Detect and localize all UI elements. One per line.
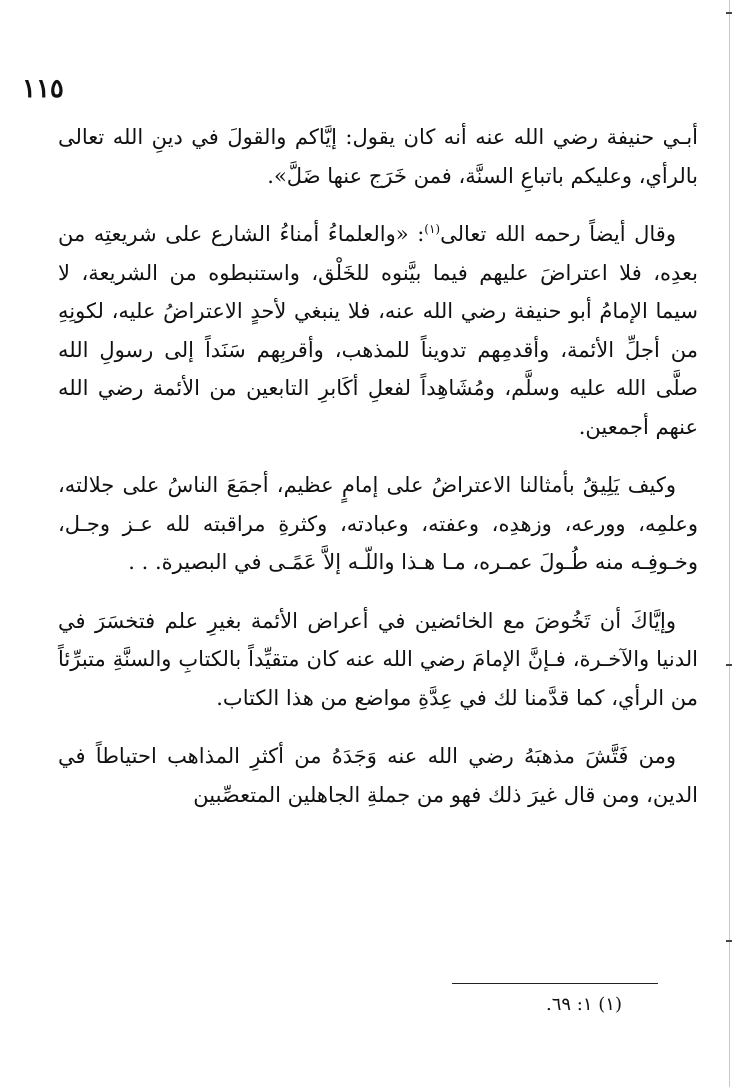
- edge-tick: [726, 940, 732, 942]
- footnote-divider: [452, 983, 658, 984]
- paragraph: [58, 215, 698, 446]
- paragraph: أبـي حنيفة رضي الله عنه أنه كان يقول: إيَّاكم والقولَ في دينِ الله تعالى بالرأي، وعليكم باتباعِ السنَّة، فمن خَرَج عنها ضَلَّ».: [58, 125, 698, 188]
- footnote: (١) ١: ٦٩.: [546, 994, 622, 1015]
- page-body: [58, 118, 698, 834]
- paragraph: ومن فَتَّشَ مذهبَهُ رضي الله عنه وَجَدَهُ من أكثرِ المذاهب احتياطاً في الدين، ومن قال غيرَ ذلك فهو من جملةِ الجاهلين المتعصِّبين: [58, 744, 698, 807]
- paragraph: وإيَّاكَ أن تَخُوضَ مع الخائضين في أعراض الأئمة بغيرِ علم فتخسَرَ في الدنيا والآخـرة، فـإنَّ الإمامَ رضي الله عنه كان متقيِّداً بالكتابِ والسنَّةِ متبرِّئاً من الرأي، كما قدَّمنا لك في عِدَّةِ مواضع من هذا الكتاب.: [58, 608, 698, 710]
- footnote-reference: (١): [424, 222, 441, 236]
- paragraph-lead: وقال أيضاً رحمه الله تعالى: [440, 222, 676, 246]
- page-edge-line: [729, 0, 730, 1087]
- edge-tick: [726, 664, 732, 666]
- page-number: ١١٥: [22, 74, 64, 104]
- quotation-text: : «والعلماءُ أمناءُ الشارع على شريعتِه من بعدِه، فلا اعتراضَ عليهم فيما بيَّنوه للخَلْق، واستنبطوه من الشريعة، لا سيما الإمامُ أبو حنيفة رضي الله عنه، فلا ينبغي لأحدٍ الاعتراضُ عليه، لكونِهِ من أجلِّ الأئمة، وأقدمِهم تدويناً للمذهب، وأقربِهم سَنَداً إلى رسولِ الله صلَّى الله عليه وسلَّم، ومُشَاهِداً لفعلِ أكَابرِ التابعين من الأئمة رضي الله عنهم أجمعين.: [58, 222, 698, 439]
- paragraph: وكيف يَلِيقُ بأمثالنا الاعتراضُ على إمامٍ عظيم، أجمَعَ الناسُ على جلالته، وعلمِه، وورعه، وزهدِه، وعفته، وعبادته، وكثرةِ مراقبته لله عـز وجـل، وخـوفِـه منه طُـولَ عمـره، مـا هـذا واللّـه إلاَّ عَمًـى في البصيرة. . .: [58, 473, 698, 574]
- edge-tick: [726, 12, 732, 14]
